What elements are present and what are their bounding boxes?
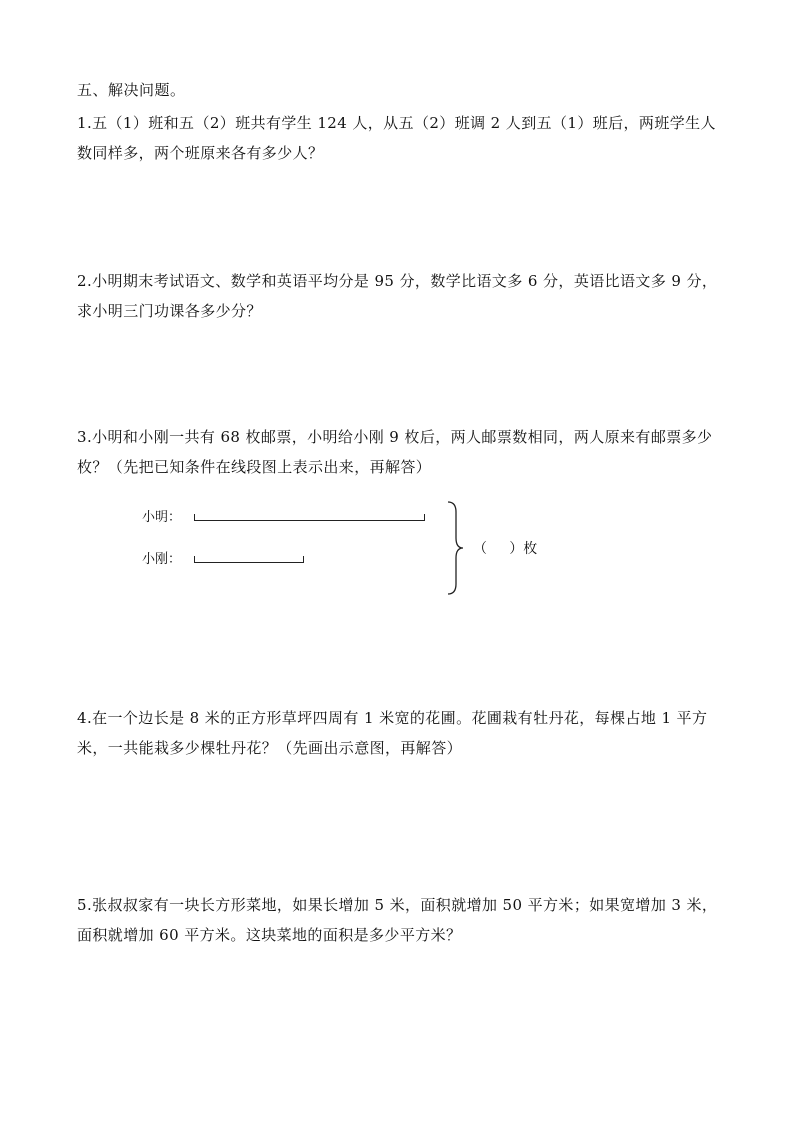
question-3 — [77, 422, 737, 482]
question-1-line-1: 1.五（1）班和五（2）班共有学生 124 人，从五（2）班调 2 人到五（1）班后，两班学生人 — [77, 114, 716, 132]
question-2 — [77, 266, 737, 326]
segment-xiaoming — [194, 514, 425, 521]
answer-blank: （ ）枚 — [473, 541, 538, 557]
question-1-line-2: 数同样多，两个班原来各有多少人？ — [77, 144, 324, 162]
segment-label-xiaoming: 小明： — [142, 510, 182, 525]
question-1 — [77, 108, 737, 168]
question-2-line-2: 求小明三门功课各多少分？ — [77, 302, 262, 320]
question-5-line-1: 5.张叔叔家有一块长方形菜地，如果长增加 5 米，面积就增加 50 平方米；如果宽增加 3 米， — [77, 896, 718, 914]
question-4-line-2: 米，一共能栽多少棵牡丹花？（先画出示意图，再解答） — [77, 739, 463, 757]
segment-label-xiaogang: 小刚： — [142, 552, 182, 567]
question-3-line-2: 枚？（先把已知条件在线段图上表示出来，再解答） — [77, 458, 432, 476]
question-4 — [77, 703, 737, 763]
question-2-line-1: 2.小明期末考试语文、数学和英语平均分是 95 分，数学比语文多 6 分，英语比语文多 9 分， — [77, 272, 718, 290]
question-3-line-1: 3.小明和小刚一共有 68 枚邮票，小明给小刚 9 枚后，两人邮票数相同，两人原来有邮票多少 — [77, 428, 713, 446]
question-4-line-1: 4.在一个边长是 8 米的正方形草坪四周有 1 米宽的花圃。花圃栽有牡丹花，每棵占地 1 平方 — [77, 709, 708, 727]
section-title: 五、解决问题。 — [77, 81, 186, 99]
question-5 — [77, 890, 737, 950]
line-segment-diagram — [140, 498, 600, 603]
question-5-line-2: 面积就增加 60 平方米。这块菜地的面积是多少平方米？ — [77, 926, 462, 944]
right-brace-icon — [445, 500, 465, 596]
segment-xiaogang — [194, 556, 304, 563]
